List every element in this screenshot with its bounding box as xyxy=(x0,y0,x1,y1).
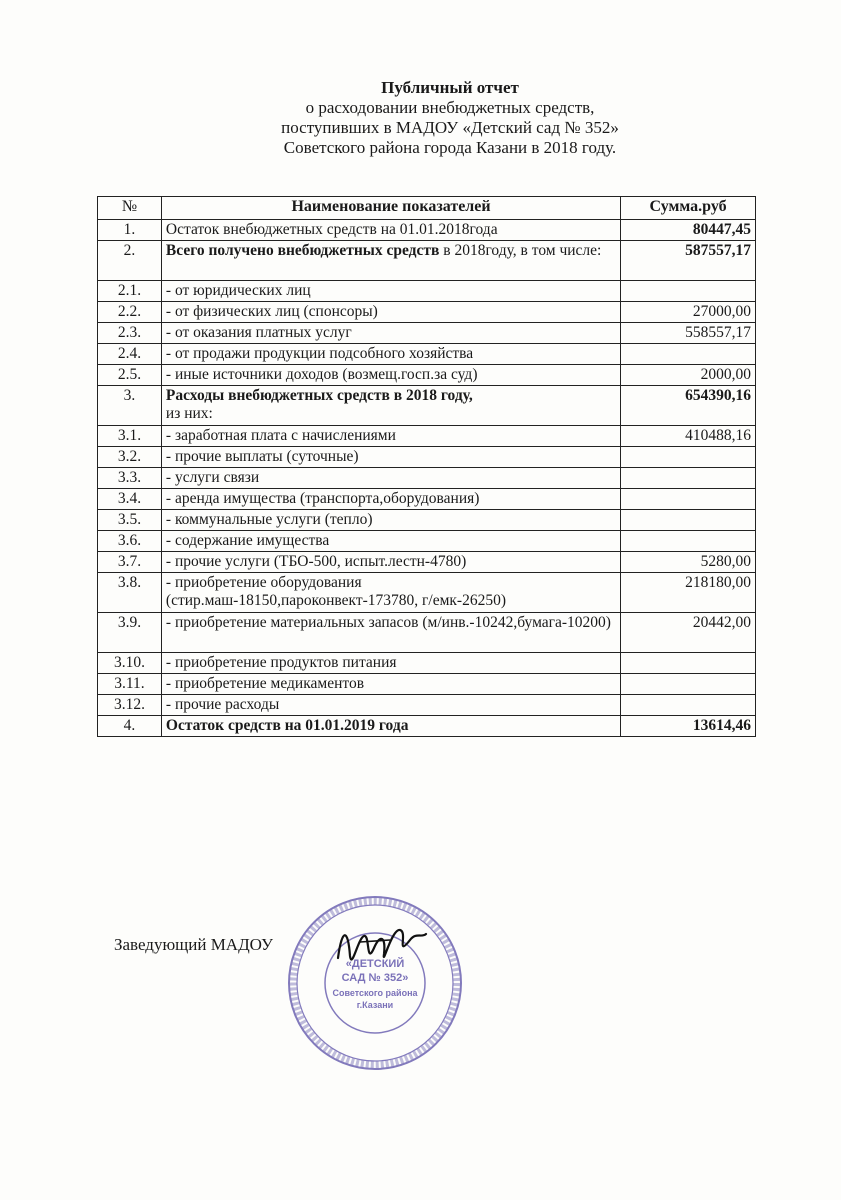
row-sum: 2000,00 xyxy=(621,365,756,386)
table-row xyxy=(98,653,756,674)
row-sum: 410488,16 xyxy=(621,426,756,447)
table-row xyxy=(98,531,756,552)
row-name xyxy=(161,386,620,426)
row-num: 3.9. xyxy=(98,613,162,653)
row-num: 3.4. xyxy=(98,489,162,510)
table-row xyxy=(98,573,756,613)
stamp-text-3: Советского района xyxy=(332,988,418,998)
row-num: 3.3. xyxy=(98,468,162,489)
table-row xyxy=(98,302,756,323)
table-row xyxy=(98,426,756,447)
table-row xyxy=(98,323,756,344)
row-name: - от физических лиц (спонсоры) xyxy=(161,302,620,323)
row-num: 3.6. xyxy=(98,531,162,552)
row-name: - прочие услуги (ТБО-500, испыт.лестн-4780) xyxy=(161,552,620,573)
row-name: - прочие выплаты (суточные) xyxy=(161,447,620,468)
row-sum: 654390,16 xyxy=(621,386,756,426)
row-num: 3.5. xyxy=(98,510,162,531)
row-num: 3.2. xyxy=(98,447,162,468)
row-name: - коммунальные услуги (тепло) xyxy=(161,510,620,531)
row-num: 3.10. xyxy=(98,653,162,674)
title-line-2: о расходовании внебюджетных средств, xyxy=(305,98,595,117)
row-name-sub: из них: xyxy=(165,405,213,422)
table-row xyxy=(98,344,756,365)
row-num: 2.1. xyxy=(98,281,162,302)
row-num: 3.11. xyxy=(98,674,162,695)
row-name: - аренда имущества (транспорта,оборудования) xyxy=(161,489,620,510)
header-sum: Сумма.руб xyxy=(621,197,756,220)
table-row xyxy=(98,220,756,241)
row-num: 2.3. xyxy=(98,323,162,344)
row-sum: 587557,17 xyxy=(621,241,756,281)
row-num: 3.12. xyxy=(98,695,162,716)
row-num: 4. xyxy=(98,716,162,737)
row-sum: 80447,45 xyxy=(621,220,756,241)
table-row xyxy=(98,613,756,653)
row-num: 3.8. xyxy=(98,573,162,613)
row-name: - приобретение оборудования (стир.маш-18150,пароконвект-173780, г/емк-26250) xyxy=(161,573,620,613)
report-title xyxy=(180,78,720,158)
row-name xyxy=(161,241,620,281)
row-sum xyxy=(621,344,756,365)
row-num: 3.1. xyxy=(98,426,162,447)
row-sum: 13614,46 xyxy=(621,716,756,737)
header-name: Наименование показателей xyxy=(161,197,620,220)
row-name: - от оказания платных услуг xyxy=(161,323,620,344)
row-sum xyxy=(621,489,756,510)
row-name: Остаток средств на 01.01.2019 года xyxy=(161,716,620,737)
row-num: 2.2. xyxy=(98,302,162,323)
row-name-main: Всего получено внебюджетных средств xyxy=(165,242,440,259)
stamp-text-1: «ДЕТСКИЙ xyxy=(345,958,405,970)
row-name: - иные источники доходов (возмещ.госп.за суд) xyxy=(161,365,620,386)
row-num: 2.5. xyxy=(98,365,162,386)
row-name-sub: в 2018году, в том числе: xyxy=(439,242,602,259)
table-row xyxy=(98,281,756,302)
row-sum xyxy=(621,695,756,716)
row-num: 1. xyxy=(98,220,162,241)
table-row xyxy=(98,365,756,386)
row-num: 3. xyxy=(98,386,162,426)
row-name: - от продажи продукции подсобного хозяйства xyxy=(161,344,620,365)
row-name: - заработная плата с начислениями xyxy=(161,426,620,447)
row-sum xyxy=(621,674,756,695)
row-sum: 5280,00 xyxy=(621,552,756,573)
title-line-1: Публичный отчет xyxy=(381,78,519,97)
table-header-row xyxy=(98,197,756,220)
row-name: - услуги связи xyxy=(161,468,620,489)
row-sum: 558557,17 xyxy=(621,323,756,344)
table-row xyxy=(98,695,756,716)
row-sum xyxy=(621,510,756,531)
stamp-text-4: г.Казани xyxy=(356,1000,394,1010)
row-name-main: Расходы внебюджетных средств в 2018 году, xyxy=(165,387,473,404)
row-sum xyxy=(621,281,756,302)
signatory-label: Заведующий МАДОУ xyxy=(114,935,274,954)
row-name: - прочие расходы xyxy=(161,695,620,716)
table-row xyxy=(98,552,756,573)
title-line-3: поступивших в МАДОУ «Детский сад № 352» xyxy=(281,118,619,137)
row-sum: 218180,00 xyxy=(621,573,756,613)
row-sum xyxy=(621,447,756,468)
row-num: 2. xyxy=(98,241,162,281)
row-name: - содержание имущества xyxy=(161,531,620,552)
row-sum xyxy=(621,468,756,489)
table-row xyxy=(98,674,756,695)
table-row xyxy=(98,716,756,737)
row-sum xyxy=(621,531,756,552)
row-num: 2.4. xyxy=(98,344,162,365)
row-name: - от юридических лиц xyxy=(161,281,620,302)
row-name: - приобретение материальных запасов (м/инв.-10242,бумага-10200) xyxy=(161,613,620,653)
header-num: № xyxy=(98,197,162,220)
row-num: 3.7. xyxy=(98,552,162,573)
row-name: Остаток внебюджетных средств на 01.01.2018года xyxy=(161,220,620,241)
row-sum: 20442,00 xyxy=(621,613,756,653)
table-row xyxy=(98,489,756,510)
row-name: - приобретение медикаментов xyxy=(161,674,620,695)
title-line-4: Советского района города Казани в 2018 году. xyxy=(283,138,617,157)
row-sum xyxy=(621,653,756,674)
expense-report-table xyxy=(97,196,756,737)
table-row xyxy=(98,468,756,489)
table-row xyxy=(98,241,756,281)
row-sum: 27000,00 xyxy=(621,302,756,323)
table-row xyxy=(98,386,756,426)
signature-icon xyxy=(330,918,430,978)
row-name: - приобретение продуктов питания xyxy=(161,653,620,674)
stamp-text-2: САД № 352» xyxy=(341,972,409,984)
table-row xyxy=(98,447,756,468)
table-row xyxy=(98,510,756,531)
